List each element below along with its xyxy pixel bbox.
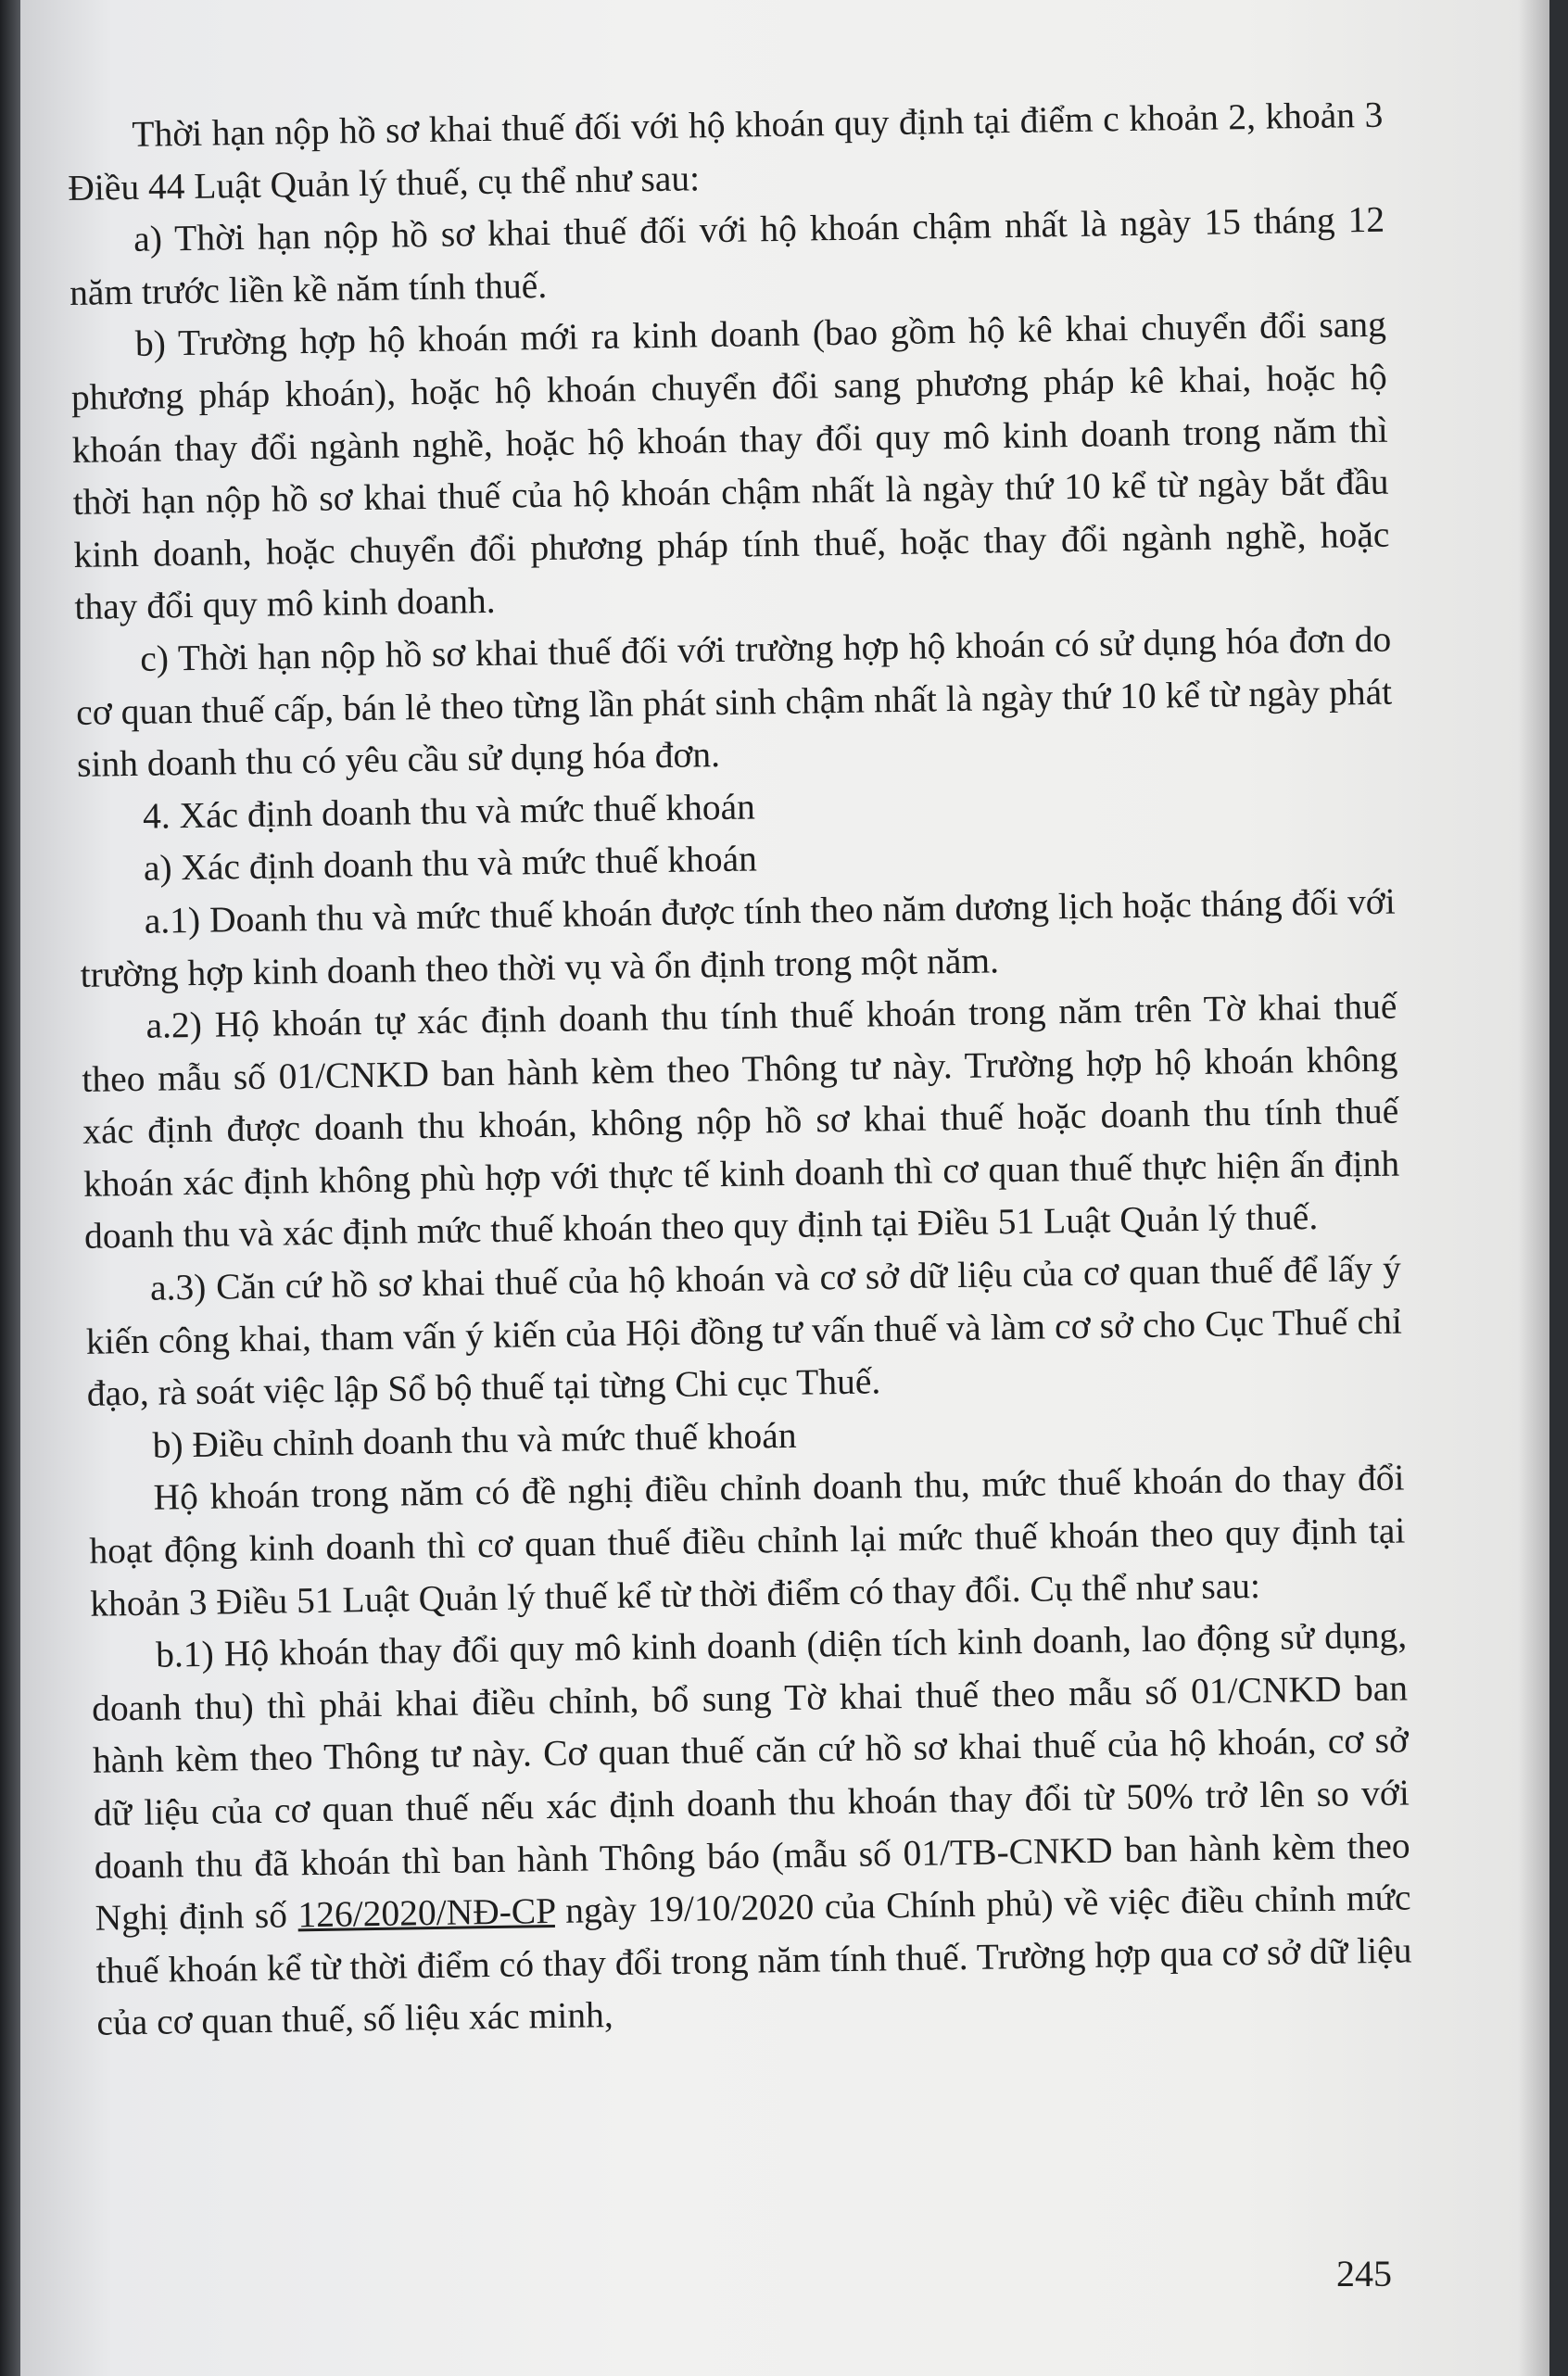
paragraph-a2: a.2) Hộ khoán tự xác định doanh thu tính thuế khoán trong năm trên Tờ khai thuế theo mẫu số 01/CNKD ban hành kèm theo Thông tư này. Trường hợp hộ khoán không xác định được doanh thu khoán, không nộp hồ sơ khai thuế hoặc doanh thu tính thuế khoán xác định không phù hợp với thực tế kinh doanh thì cơ quan thuế thực hiện ấn định doanh thu và xác định mức thuế khoán theo quy định tại Điều 51 Luật Quản lý thuế. bbox=[82, 985, 1400, 1258]
page-number: 245 bbox=[1336, 2253, 1392, 2294]
page-body bbox=[67, 89, 1413, 2050]
paragraph-a3: a.3) Căn cứ hồ sơ khai thuế của hộ khoán và cơ sở dữ liệu của cơ quan thuế để lấy ý kiến công khai, tham vấn ý kiến của Hội đồng tư vấn thuế và làm cơ sở cho Cục Thuế chỉ đạo, rà soát việc lập Sổ bộ thuế tại từng Chi cục Thuế. bbox=[85, 1247, 1403, 1415]
book-spine-shadow bbox=[0, 0, 20, 2376]
book-page bbox=[20, 0, 1549, 2376]
subheading-b: b) Điều chỉnh doanh thu và mức thuế khoán bbox=[152, 1414, 797, 1466]
paragraph-intro: Thời hạn nộp hồ sơ khai thuế đối với hộ khoán quy định tại điểm c khoản 2, khoản 3 Điều 44 Luật Quản lý thuế, cụ thể như sau: bbox=[67, 94, 1384, 209]
paragraph-b1 bbox=[91, 1610, 1413, 2050]
paragraph-a1: a.1) Doanh thu và mức thuế khoán được tính theo năm dương lịch hoặc tháng đối với trường hợp kinh doanh theo thời vụ và ổn định trong một năm. bbox=[80, 880, 1396, 995]
paragraph-b-intro: Hộ khoán trong năm có đề nghị điều chỉnh doanh thu, mức thuế khoán do thay đổi hoạt động kinh doanh thì cơ quan thuế điều chỉnh lại mức thuế khoán theo quy định tại khoản 3 Điều 51 Luật Quản lý thuế kể từ thời điểm có thay đổi. Cụ thể như sau: bbox=[89, 1457, 1406, 1624]
paragraph-b1-text-after: ngày 19/10/2020 của Chính phủ) về việc điều chỉnh mức thuế khoán kể từ thời điểm có thay đổi trong năm tính thuế. Trường hợp qua cơ sở dữ liệu của cơ quan thuế, số liệu xác minh, bbox=[95, 1877, 1412, 2044]
decree-reference: 126/2020/NĐ-CP bbox=[297, 1890, 556, 1936]
page-edge-shadow bbox=[1518, 0, 1549, 2376]
subheading-a: a) Xác định doanh thu và mức thuế khoán bbox=[143, 838, 758, 890]
paragraph-b: b) Trường hợp hộ khoán mới ra kinh doanh (bao gồm hộ kê khai chuyển đổi sang phương pháp khoán), hoặc hộ khoán chuyển đổi sang phương pháp kê khai, hoặc hộ khoán thay đổi ngành nghề, hoặc hộ khoán thay đổi quy mô kinh doanh trong năm thì thời hạn nộp hồ sơ khai thuế của hộ khoán chậm nhất là ngày thứ 10 kể từ ngày bắt đầu kinh doanh, hoặc chuyển đổi phương pháp tính thuế, hoặc thay đổi ngành nghề, hoặc thay đổi quy mô kinh doanh. bbox=[70, 304, 1390, 628]
paragraph-a: a) Thời hạn nộp hồ sơ khai thuế đối với hộ khoán chậm nhất là ngày 15 tháng 12 năm trước liền kề năm tính thuế. bbox=[69, 198, 1385, 313]
paragraph-b1-text-before: b.1) Hộ khoán thay đổi quy mô kinh doanh (diện tích kinh doanh, lao động sử dụng, doanh thu) thì phải khai điều chỉnh, bổ sung Tờ khai thuế theo mẫu số 01/CNKD ban hành kèm theo Thông tư này. Cơ quan thuế căn cứ hồ sơ khai thuế của hộ khoán, cơ sở dữ liệu của cơ quan thuế nếu xác định doanh thu khoán thay đổi từ 50% trở lên so với doanh thu đã khoán thì ban hành Thông báo (mẫu số 01/TB-CNKD ban hành kèm theo Nghị định số bbox=[91, 1614, 1410, 1939]
paragraph-c: c) Thời hạn nộp hồ sơ khai thuế đối với trường hợp hộ khoán có sử dụng hóa đơn do cơ quan thuế cấp, bán lẻ theo từng lần phát sinh chậm nhất là ngày thứ 10 kể từ ngày phát sinh doanh thu có yêu cầu sử dụng hóa đơn. bbox=[75, 618, 1393, 786]
section-heading-4: 4. Xác định doanh thu và mức thuế khoán bbox=[142, 786, 756, 837]
